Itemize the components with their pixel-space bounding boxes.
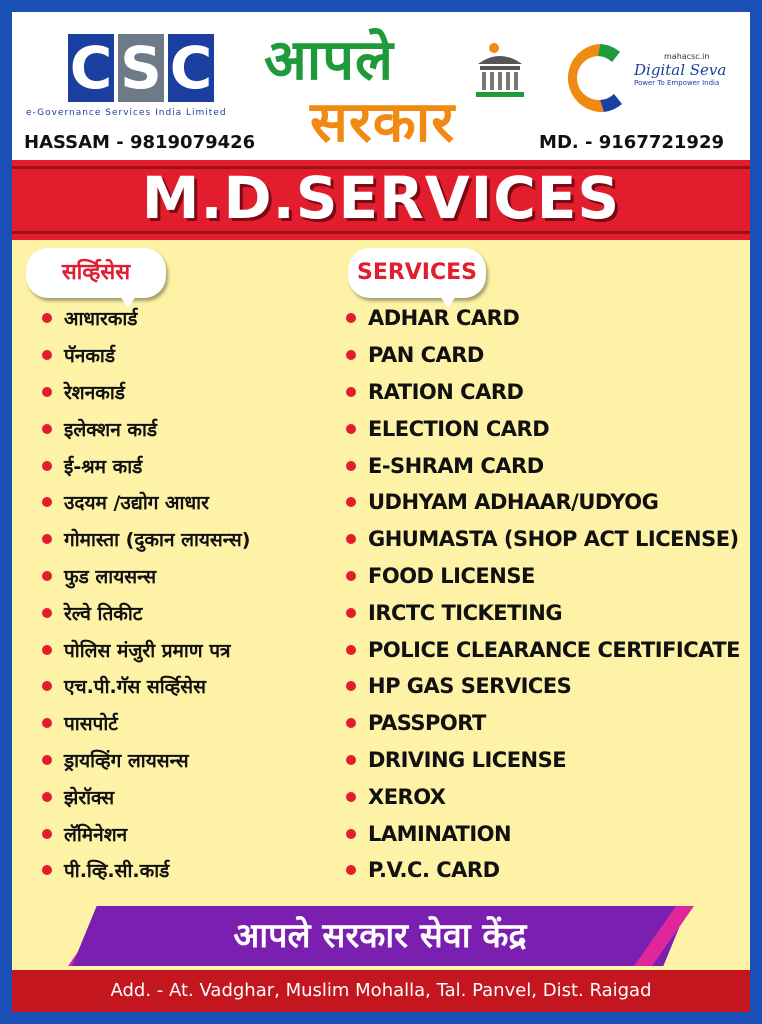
service-label: रेशनकार्ड <box>64 381 125 404</box>
service-label: ELECTION CARD <box>368 416 550 441</box>
list-item <box>42 778 250 815</box>
list-item <box>42 484 250 521</box>
service-label: पॅनकार्ड <box>64 345 116 368</box>
bullet-dot-icon <box>42 534 52 544</box>
bullet-dot-icon <box>346 829 356 839</box>
list-item <box>346 447 740 484</box>
service-label: LAMINATION <box>368 821 512 846</box>
service-label: ADHAR CARD <box>368 306 520 331</box>
bullet-dot-icon <box>346 350 356 360</box>
contact-right: MD. - 9167721929 <box>539 132 724 153</box>
bullet-dot-icon <box>346 865 356 875</box>
bullet-dot-icon <box>346 718 356 728</box>
aaple-text: आपले <box>264 28 395 93</box>
sarkar-text: सरकार <box>310 90 456 155</box>
bullet-dot-icon <box>42 497 52 507</box>
digital-seva-icon <box>560 38 634 118</box>
service-label: एच.पी.गॅस सर्व्हिसेस <box>64 676 206 699</box>
bullet-dot-icon <box>346 313 356 323</box>
section-heading-marathi: सर्व्हिसेस <box>26 248 166 298</box>
service-label: झेरॉक्स <box>64 786 115 809</box>
list-item <box>346 337 740 374</box>
bullet-dot-icon <box>42 865 52 875</box>
bullet-dot-icon <box>42 645 52 655</box>
service-label: PASSPORT <box>368 711 486 736</box>
service-label: उदयम /उद्योग आधार <box>64 492 209 515</box>
list-item <box>42 300 250 337</box>
bullet-dot-icon <box>42 792 52 802</box>
list-item <box>346 484 740 521</box>
bullet-dot-icon <box>346 645 356 655</box>
bullet-dot-icon <box>42 755 52 765</box>
list-item <box>346 852 740 889</box>
digital-seva-text <box>634 52 726 87</box>
list-item <box>346 631 740 668</box>
bullet-dot-icon <box>346 461 356 471</box>
service-label: लॅमिनेशन <box>64 823 128 846</box>
service-label: आधारकार्ड <box>64 308 138 331</box>
bullet-dot-icon <box>42 461 52 471</box>
service-label: P.V.C. CARD <box>368 858 500 883</box>
service-label: इलेक्शन कार्ड <box>64 418 158 441</box>
list-item <box>42 558 250 595</box>
csc-letter-s: S <box>118 34 164 102</box>
service-label: FOOD LICENSE <box>368 563 535 588</box>
service-label: IRCTC TICKETING <box>368 600 563 625</box>
csc-letter-c1: C <box>69 34 113 102</box>
list-item <box>42 374 250 411</box>
list-item <box>42 705 250 742</box>
section-heading-english: SERVICES <box>348 248 486 298</box>
poster-frame <box>12 12 750 1012</box>
bullet-dot-icon <box>346 571 356 581</box>
list-item <box>346 742 740 779</box>
list-item <box>346 594 740 631</box>
digital-seva-name: Digital Seva <box>634 61 727 79</box>
header <box>12 12 750 160</box>
service-label: गोमास्ता (दुकान लायसन्स) <box>64 529 251 552</box>
list-item <box>346 410 740 447</box>
contact-left: HASSAM - 9819079426 <box>24 132 256 153</box>
bullet-dot-icon <box>346 681 356 691</box>
bullet-dot-icon <box>42 829 52 839</box>
list-item <box>42 631 250 668</box>
csc-tagline: e-Governance Services India Limited <box>26 108 227 118</box>
bullet-dot-icon <box>346 424 356 434</box>
temple-icon <box>468 42 532 102</box>
service-label: E-SHRAM CARD <box>368 453 544 478</box>
page-title: M.D.SERVICES <box>141 164 621 232</box>
list-item <box>42 852 250 889</box>
service-label: पासपोर्ट <box>64 713 118 736</box>
bullet-dot-icon <box>42 350 52 360</box>
service-label: RATION CARD <box>368 379 524 404</box>
list-item <box>42 668 250 705</box>
bullet-dot-icon <box>346 534 356 544</box>
bullet-dot-icon <box>346 497 356 507</box>
service-label: पी.व्हि.सी.कार्ड <box>64 860 170 883</box>
service-label: ड्रायव्हिंग लायसन्स <box>64 749 189 772</box>
service-label: PAN CARD <box>368 343 484 368</box>
csc-logo <box>68 34 214 102</box>
service-label: ई-श्रम कार्ड <box>64 455 143 478</box>
service-label: POLICE CLEARANCE CERTIFICATE <box>368 637 740 662</box>
list-item <box>42 521 250 558</box>
aaple-sarkar-logo <box>264 20 534 160</box>
bullet-dot-icon <box>42 424 52 434</box>
service-label: फुड लायसन्स <box>64 565 157 588</box>
bullet-dot-icon <box>42 571 52 581</box>
list-item <box>346 558 740 595</box>
list-item <box>42 447 250 484</box>
csc-letter-c2: C <box>169 34 213 102</box>
digital-seva-tagline: Power To Empower India <box>634 79 720 87</box>
service-label: रेल्वे तिकीट <box>64 602 143 625</box>
list-item <box>346 815 740 852</box>
list-item <box>346 668 740 705</box>
address-text: Add. - At. Vadghar, Muslim Mohalla, Tal. Panvel, Dist. Raigad <box>110 980 652 1001</box>
bullet-dot-icon <box>346 755 356 765</box>
service-label: UDHYAM ADHAAR/UDYOG <box>368 490 659 515</box>
list-item <box>346 705 740 742</box>
bullet-dot-icon <box>42 608 52 618</box>
bullet-dot-icon <box>346 608 356 618</box>
list-item <box>42 410 250 447</box>
bullet-dot-icon <box>42 313 52 323</box>
list-item <box>346 374 740 411</box>
list-item <box>42 594 250 631</box>
service-label: पोलिस मंजुरी प्रमाण पत्र <box>64 639 231 662</box>
list-item <box>346 521 740 558</box>
list-item <box>346 778 740 815</box>
digital-seva-site: mahacsc.in <box>664 52 710 61</box>
service-label: HP GAS SERVICES <box>368 674 572 699</box>
service-label: DRIVING LICENSE <box>368 747 567 772</box>
bullet-dot-icon <box>346 792 356 802</box>
list-item <box>42 337 250 374</box>
services-list-marathi <box>42 300 250 889</box>
list-item <box>346 300 740 337</box>
bullet-dot-icon <box>42 681 52 691</box>
services-list-english <box>346 300 740 889</box>
list-item <box>42 742 250 779</box>
bullet-dot-icon <box>42 718 52 728</box>
service-label: GHUMASTA (SHOP ACT LICENSE) <box>368 527 739 552</box>
bullet-dot-icon <box>42 387 52 397</box>
list-item <box>42 815 250 852</box>
bullet-dot-icon <box>346 387 356 397</box>
service-label: XEROX <box>368 784 446 809</box>
footer-title: आपले सरकार सेवा केंद्र <box>233 916 527 956</box>
